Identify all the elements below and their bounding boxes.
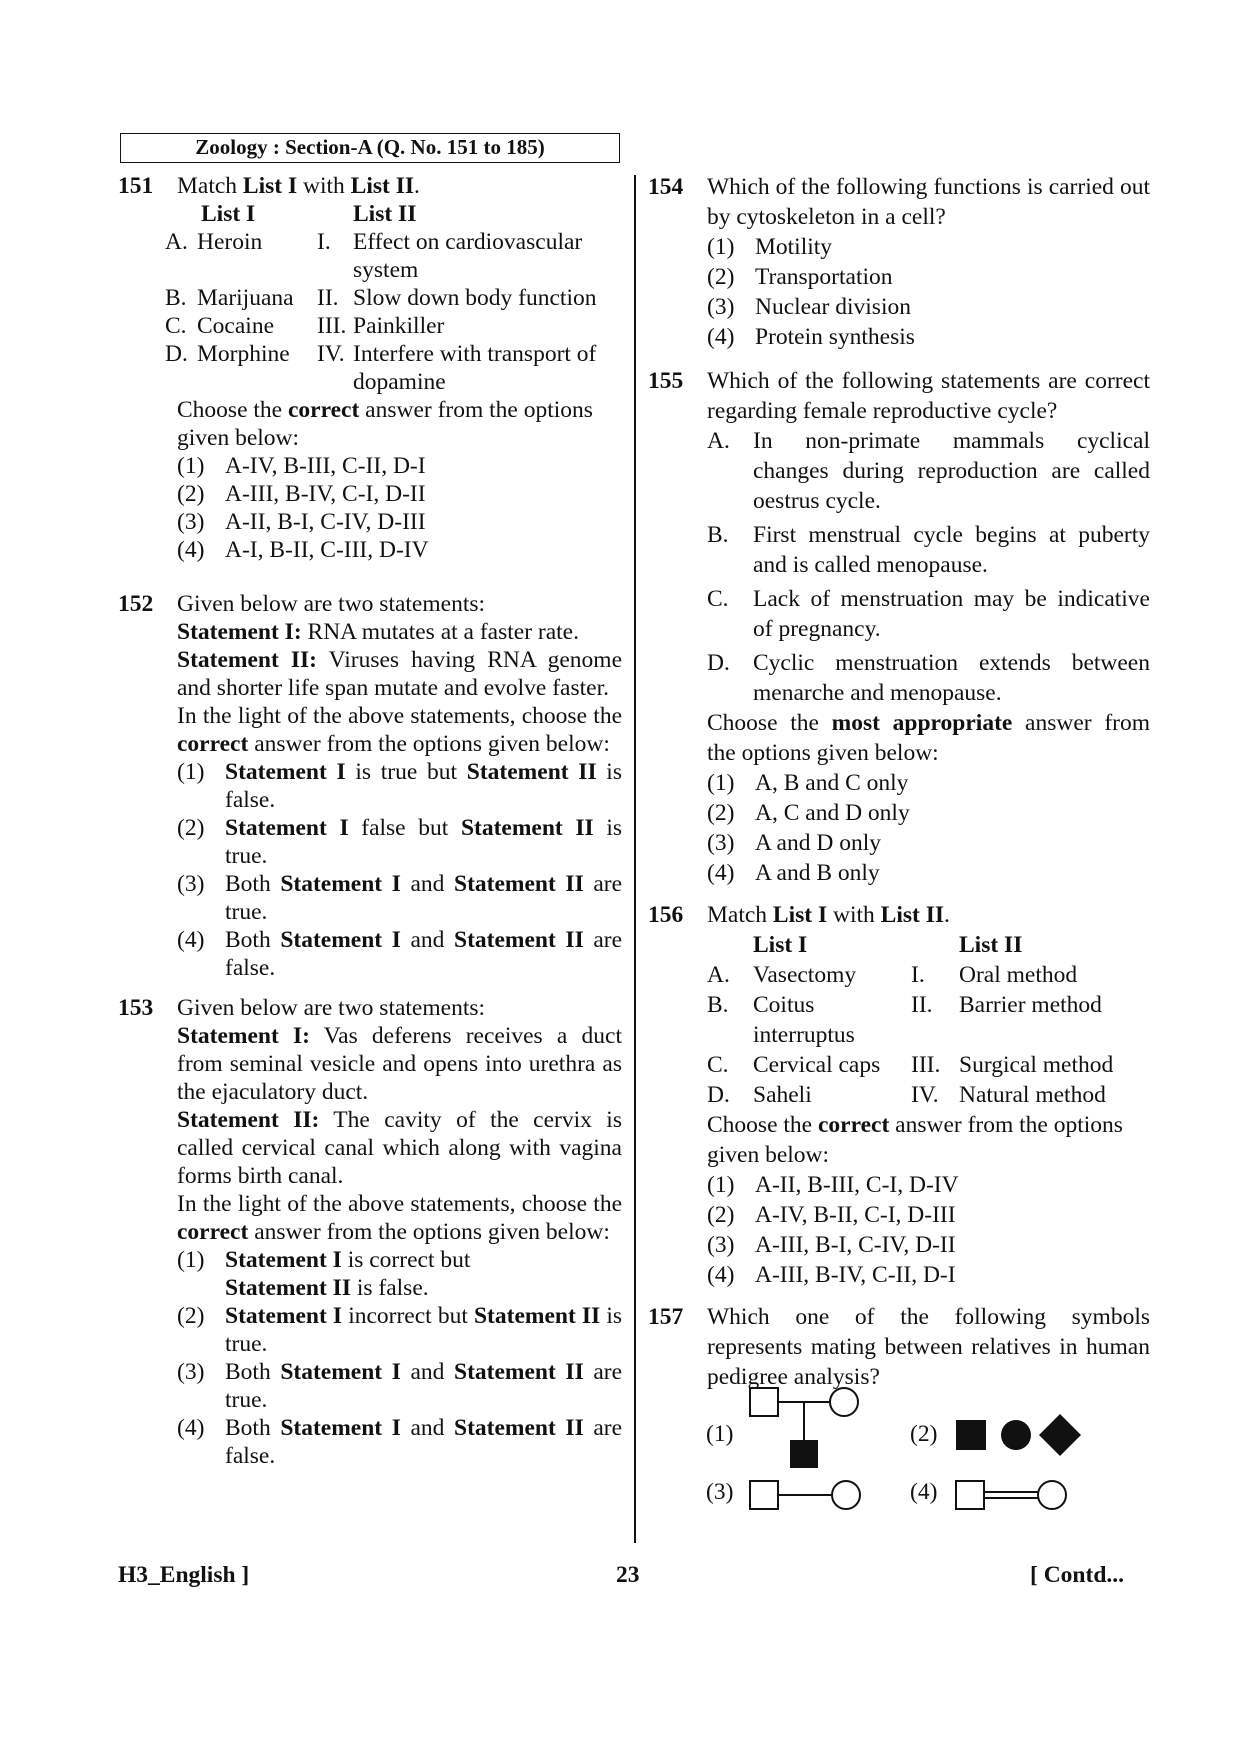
- option-2-symbol-affected-individuals[interactable]: [954, 1414, 1084, 1458]
- page-number: 23: [616, 1562, 640, 1588]
- question-number: 156: [648, 902, 684, 928]
- question-number: 152: [118, 591, 154, 617]
- match-table: [707, 930, 1113, 1110]
- match-row: D. Saheli IV. Natural method: [707, 1082, 1106, 1108]
- match-row: B. Marijuana II. Slow down body function: [165, 285, 597, 311]
- list1-header: List I: [753, 932, 808, 958]
- option-1[interactable]: (1) Statement I is true but Statement II is false.: [177, 759, 622, 813]
- statement-1: Statement I: RNA mutates at a faster rate.: [177, 619, 579, 645]
- section-title: Zoology : Section-A (Q. No. 151 to 185): [120, 133, 620, 163]
- statement-d: D. Cyclic menstruation extends between menarche and menopause.: [707, 650, 1150, 706]
- continued-label: [ Contd...: [1030, 1562, 1125, 1588]
- instruction: Choose the most appropriate answer from the options given below:: [707, 710, 1151, 766]
- instruction: In the light of the above statements, choose the correct answer from the options given below:: [177, 1191, 622, 1245]
- right-column: [648, 172, 1150, 1392]
- question-number: 154: [648, 174, 684, 200]
- option-2[interactable]: (2) Statement I false but Statement II is true.: [177, 815, 623, 869]
- match-row: D. Morphine IV. Interfere with transport of dopamine: [165, 341, 597, 395]
- option-4[interactable]: (4) A and B only: [707, 860, 880, 886]
- statement-c: C. Lack of menstruation may be indicative of pregnancy.: [707, 586, 1150, 642]
- footer-code: H3_English ]: [118, 1562, 250, 1588]
- option-4-symbol-consanguineous-mating[interactable]: [954, 1478, 1072, 1512]
- question-prompt: Match List I with List II.: [177, 173, 420, 199]
- question-156: [648, 900, 1150, 1290]
- statement-1: Statement I: Vas deferens receives a duct from seminal vesicle and opens into urethra as the ejaculatory duct.: [177, 1023, 622, 1105]
- statement-2: Statement II: The cavity of the cervix is called cervical canal which along with vagina forms birth canal.: [177, 1107, 622, 1189]
- match-row: C. Cervical caps III. Surgical method: [707, 1052, 1114, 1078]
- question-number: 155: [648, 368, 684, 394]
- option-4-label: (4): [910, 1479, 938, 1505]
- question-prompt: Match List I with List II.: [707, 902, 950, 928]
- option-1-label: (1): [706, 1421, 734, 1447]
- list1-header: List I: [201, 201, 256, 227]
- option-2[interactable]: (2) A-III, B-IV, C-I, D-II: [177, 481, 426, 507]
- instruction: In the light of the above statements, choose the correct answer from the options given below:: [177, 703, 622, 757]
- option-1[interactable]: (1) Motility: [707, 234, 833, 260]
- option-4[interactable]: (4) Protein synthesis: [707, 324, 915, 350]
- column-divider: [634, 175, 636, 1543]
- question-number: 151: [118, 173, 154, 199]
- question-prompt: Which of the following functions is carried out by cytoskeleton in a cell?: [707, 174, 1150, 230]
- option-3[interactable]: (3) Nuclear division: [707, 294, 911, 320]
- match-row: C. Cocaine III. Painkiller: [165, 313, 445, 339]
- statement-2: Statement II: Viruses having RNA genome and shorter life span mutate and evolve faster.: [177, 647, 622, 701]
- question-151: [118, 172, 622, 564]
- option-3[interactable]: (3) Both Statement I and Statement II are true.: [177, 1359, 623, 1413]
- option-3-symbol-mating[interactable]: [748, 1478, 866, 1512]
- question-157: [648, 1302, 1150, 1392]
- option-3[interactable]: (3) A-II, B-I, C-IV, D-III: [177, 509, 426, 535]
- question-intro: Given below are two statements:: [177, 995, 486, 1021]
- match-row: A. Heroin I. Effect on cardiovascular system: [165, 229, 583, 283]
- option-3[interactable]: (3) A and D only: [707, 830, 881, 856]
- option-4[interactable]: (4) Both Statement I and Statement II are false.: [177, 927, 623, 981]
- option-1[interactable]: (1) A-IV, B-III, C-II, D-I: [177, 453, 426, 479]
- option-4[interactable]: (4) Both Statement I and Statement II are false.: [177, 1415, 623, 1469]
- question-intro: Given below are two statements:: [177, 591, 486, 617]
- option-1[interactable]: (1) Statement I is correct but Statement II is false.: [177, 1247, 471, 1301]
- question-number: 157: [648, 1304, 684, 1330]
- question-number: 153: [118, 995, 154, 1021]
- option-4[interactable]: (4) A-III, B-IV, C-II, D-I: [707, 1262, 956, 1288]
- list2-header: List II: [959, 932, 1023, 958]
- option-3-label: (3): [706, 1479, 734, 1505]
- statement-a: A. In non-primate mammals cyclical changes during reproduction are called oestrus cycle.: [707, 428, 1150, 514]
- option-3[interactable]: (3) Both Statement I and Statement II are true.: [177, 871, 623, 925]
- question-153: [118, 994, 622, 1470]
- option-2[interactable]: (2) Transportation: [707, 264, 893, 290]
- option-2[interactable]: (2) A-IV, B-II, C-I, D-III: [707, 1202, 956, 1228]
- option-3[interactable]: (3) A-III, B-I, C-IV, D-II: [707, 1232, 956, 1258]
- question-152: [118, 590, 622, 982]
- option-2-label: (2): [910, 1421, 938, 1447]
- instruction: Choose the correct answer from the options given below:: [177, 397, 593, 451]
- match-table: [165, 200, 613, 396]
- option-1[interactable]: (1) A, B and C only: [707, 770, 909, 796]
- option-1[interactable]: (1) A-II, B-III, C-I, D-IV: [707, 1172, 959, 1198]
- question-prompt: Which one of the following symbols represents mating between relatives in human pedigree analysis?: [707, 1304, 1150, 1390]
- question-154: [648, 172, 1150, 352]
- option-2[interactable]: (2) Statement I incorrect but Statement II is true.: [177, 1303, 622, 1357]
- question-prompt: Which of the following statements are correct regarding female reproductive cycle?: [707, 368, 1150, 424]
- option-1-symbol-consanguineous-parents-offspring[interactable]: [748, 1386, 868, 1472]
- option-4[interactable]: (4) A-I, B-II, C-III, D-IV: [177, 537, 429, 563]
- statement-b: B. First menstrual cycle begins at puberty and is called menopause.: [707, 522, 1150, 578]
- option-2[interactable]: (2) A, C and D only: [707, 800, 910, 826]
- match-row: B. Coitus interruptus II. Barrier method: [707, 992, 1102, 1048]
- list2-header: List II: [353, 201, 417, 227]
- match-row: A. Vasectomy I. Oral method: [707, 962, 1078, 988]
- instruction: Choose the correct answer from the options given below:: [707, 1112, 1123, 1168]
- left-column: [118, 172, 622, 1470]
- question-155: [648, 366, 1150, 888]
